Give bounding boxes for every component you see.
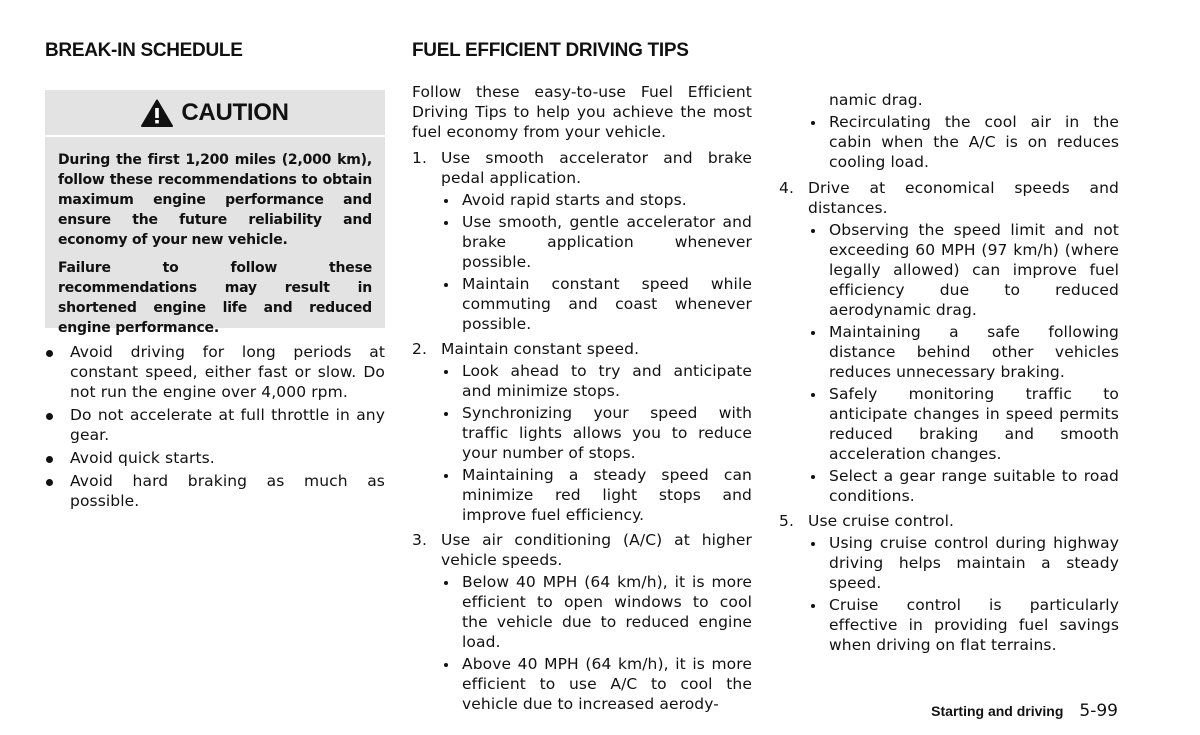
break-in-bullet: Avoid quick starts. bbox=[45, 448, 385, 468]
tip-sub-bullet: Synchronizing your speed with traffic lights allows you to reduce your number of stops. bbox=[441, 403, 752, 463]
tip-text: Use air conditioning (A/C) at higher vehicle speeds. bbox=[441, 531, 752, 569]
tip-item bbox=[412, 339, 752, 525]
tip-text: Drive at economical speeds and distances. bbox=[808, 179, 1119, 217]
tip-sub-bullet: Use smooth, gentle accelerator and brake application whenever possible. bbox=[441, 212, 752, 272]
tip-sub-bullet: Look ahead to try and anticipate and minimize stops. bbox=[441, 361, 752, 401]
fuel-tips-heading: FUEL EFFICIENT DRIVING TIPS bbox=[412, 40, 689, 61]
tip-number: 4. bbox=[779, 179, 794, 197]
caution-body bbox=[45, 137, 385, 338]
caution-paragraph: During the first 1,200 miles (2,000 km), follow these recommendations to obtain maximum engine performance and ensure the future reliability and economy of your new vehicle. bbox=[58, 152, 372, 248]
tip-text: Maintain constant speed. bbox=[441, 340, 640, 358]
break-in-heading: BREAK-IN SCHEDULE bbox=[45, 40, 243, 61]
tip-number: 1. bbox=[412, 149, 427, 167]
break-in-bullet: Do not accelerate at full throttle in any gear. bbox=[45, 405, 385, 445]
tip-sub-list bbox=[441, 572, 752, 714]
tip-sub-bullet: Avoid rapid starts and stops. bbox=[441, 190, 752, 210]
tip-number: 5. bbox=[779, 512, 794, 530]
tip-sub-bullet: Cruise control is particularly effective in providing fuel savings when driving on flat terrains. bbox=[808, 595, 1119, 655]
footer-section-title: Starting and driving bbox=[931, 703, 1064, 719]
caution-box bbox=[45, 90, 385, 336]
tip-continuation-text: namic drag. bbox=[829, 91, 923, 109]
tip-item bbox=[779, 178, 1119, 506]
tip-continuation-list bbox=[779, 90, 1119, 174]
caution-title: CAUTION bbox=[181, 98, 289, 126]
tip-item bbox=[412, 148, 752, 334]
tip-sub-bullet: Select a gear range suitable to road conditions. bbox=[808, 466, 1119, 506]
tip-sub-bullet: Recirculating the cool air in the cabin when the A/C is on reduces cooling load. bbox=[779, 112, 1119, 172]
tip-text: Use cruise control. bbox=[808, 512, 955, 530]
tip-sub-bullet: Using cruise control during highway driving helps maintain a steady speed. bbox=[808, 533, 1119, 593]
tip-sub-bullet: Maintain constant speed while commuting and coast whenever possible. bbox=[441, 274, 752, 334]
tip-number: 2. bbox=[412, 340, 427, 358]
tip-sub-list bbox=[808, 220, 1119, 506]
break-in-bullet: Avoid driving for long periods at constant speed, either fast or slow. Do not run the engine over 4,000 rpm. bbox=[45, 342, 385, 402]
tip-sub-bullet: Below 40 MPH (64 km/h), it is more efficient to open windows to cool the vehicle due to reduced engine load. bbox=[441, 572, 752, 652]
break-in-bullet: Avoid hard braking as much as possible. bbox=[45, 471, 385, 511]
tip-text: Use smooth accelerator and brake pedal application. bbox=[441, 149, 752, 187]
tip-sub-bullet: Maintaining a steady speed can minimize red light stops and improve fuel efficiency. bbox=[441, 465, 752, 525]
tip-sub-list bbox=[808, 533, 1119, 655]
tip-sub-list bbox=[441, 361, 752, 525]
caution-paragraph: Failure to follow these recommendations may result in shortened engine life and reduced engine performance. bbox=[58, 260, 372, 336]
tip-item bbox=[779, 511, 1119, 655]
fuel-tips-list bbox=[779, 178, 1119, 660]
warning-triangle-icon bbox=[141, 99, 173, 127]
tip-sub-bullet: Above 40 MPH (64 km/h), it is more efficient to use A/C to cool the vehicle due to increased aerody- bbox=[441, 654, 752, 714]
page-number: 5-99 bbox=[1079, 701, 1118, 721]
break-in-bullet-list bbox=[45, 342, 385, 514]
fuel-tips-intro: Follow these easy-to-use Fuel Efficient Driving Tips to help you achieve the most fuel economy from your vehicle. bbox=[412, 83, 752, 141]
tip-sub-list bbox=[441, 190, 752, 334]
caution-header bbox=[45, 90, 385, 137]
tip-item bbox=[412, 530, 752, 714]
tip-sub-bullet: Safely monitoring traffic to anticipate changes in speed permits reduced braking and smooth acceleration changes. bbox=[808, 384, 1119, 464]
page-footer bbox=[931, 701, 1118, 721]
tip-sub-bullet: Observing the speed limit and not exceeding 60 MPH (97 km/h) (where legally allowed) can improve fuel efficiency due to reduced aerodynamic drag. bbox=[808, 220, 1119, 320]
tip-number: 3. bbox=[412, 531, 427, 549]
fuel-tips-list bbox=[412, 148, 752, 719]
tip-sub-bullet: Maintaining a safe following distance behind other vehicles reduces unnecessary braking. bbox=[808, 322, 1119, 382]
